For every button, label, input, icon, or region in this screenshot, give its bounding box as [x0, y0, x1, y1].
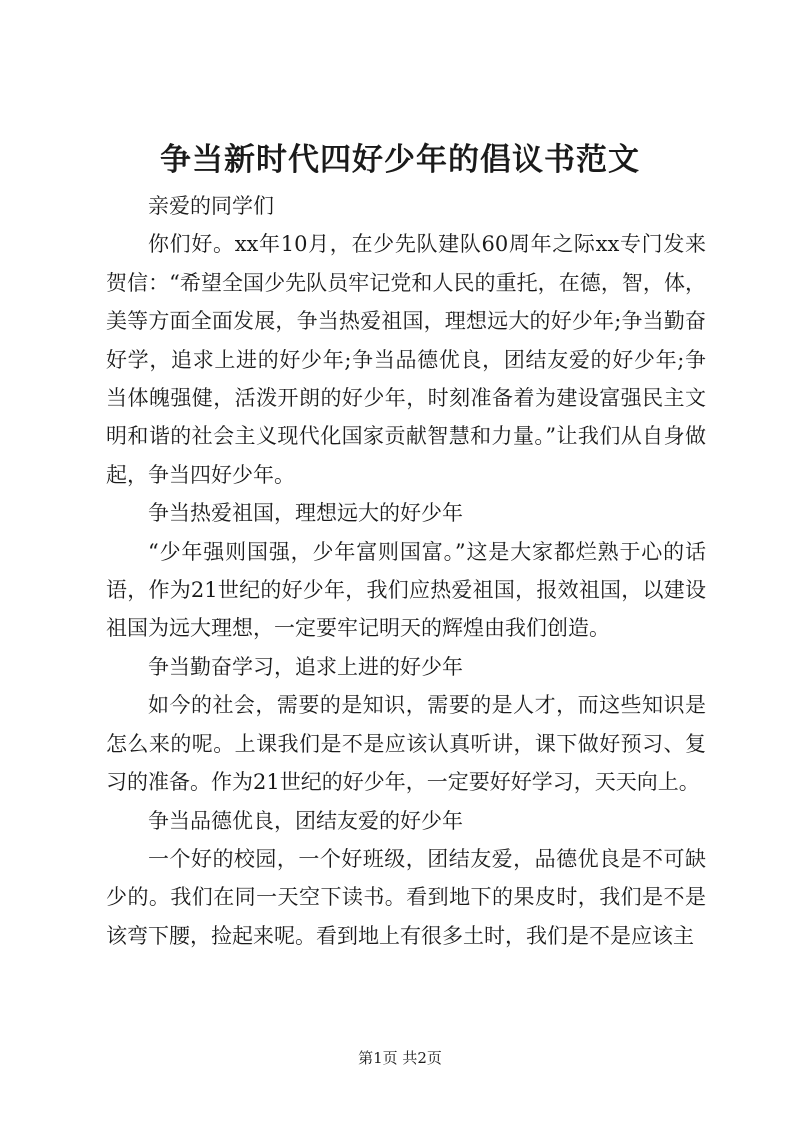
paragraph-greeting: 亲爱的同学们: [148, 194, 274, 218]
page-footer: 第1页 共2页: [358, 1049, 442, 1067]
section-heading-patriotism: 争当热爱祖国，理想远大的好少年: [148, 501, 463, 526]
section-heading-diligence: 争当勤奋学习，追求上进的好少年: [148, 654, 463, 679]
paragraph-diligence: 如今的社会，需要的是知识，需要的是人才，而这些知识是怎么来的呢。上课我们是不是应该认真听讲，课下做好预习、复习的准备。作为21世纪的好少年，一定要好好学习，天天向上。: [106, 693, 706, 795]
paragraph-patriotism: “少年强则国强，少年富则国富。”这是大家都烂熟于心的话语，作为21世纪的好少年，我们应热爱祖国，报效祖国，以建设祖国为远大理想，一定要牢记明天的辉煌由我们创造。: [106, 539, 706, 641]
document-body: [106, 187, 706, 955]
paragraph-intro: 你们好。xx年10月，在少先队建队60周年之际xx专门发来贺信：“希望全国少先队员牢记党和人民的重托，在德，智，体，美等方面全面发展，争当热爱祖国，理想远大的好少年;争当勤奋好学，追求上进的好少年;争当品德优良，团结友爱的好少年;争当体魄强健，活泼开朗的好少年，时刻准备着为建设富强民主文明和谐的社会主义现代化国家贡献智慧和力量。”让我们从自身做起，争当四好少年。: [106, 232, 706, 487]
paragraph-character: 一个好的校园，一个好班级，团结友爱，品德优良是不可缺少的。我们在同一天空下读书。看到地下的果皮时，我们是不是该弯下腰，捡起来呢。看到地上有很多土时，我们是不是应该主: [106, 846, 706, 948]
section-heading-character: 争当品德优良，团结友爱的好少年: [148, 808, 463, 833]
document-title: 争当新时代四好少年的倡议书范文: [160, 142, 640, 178]
